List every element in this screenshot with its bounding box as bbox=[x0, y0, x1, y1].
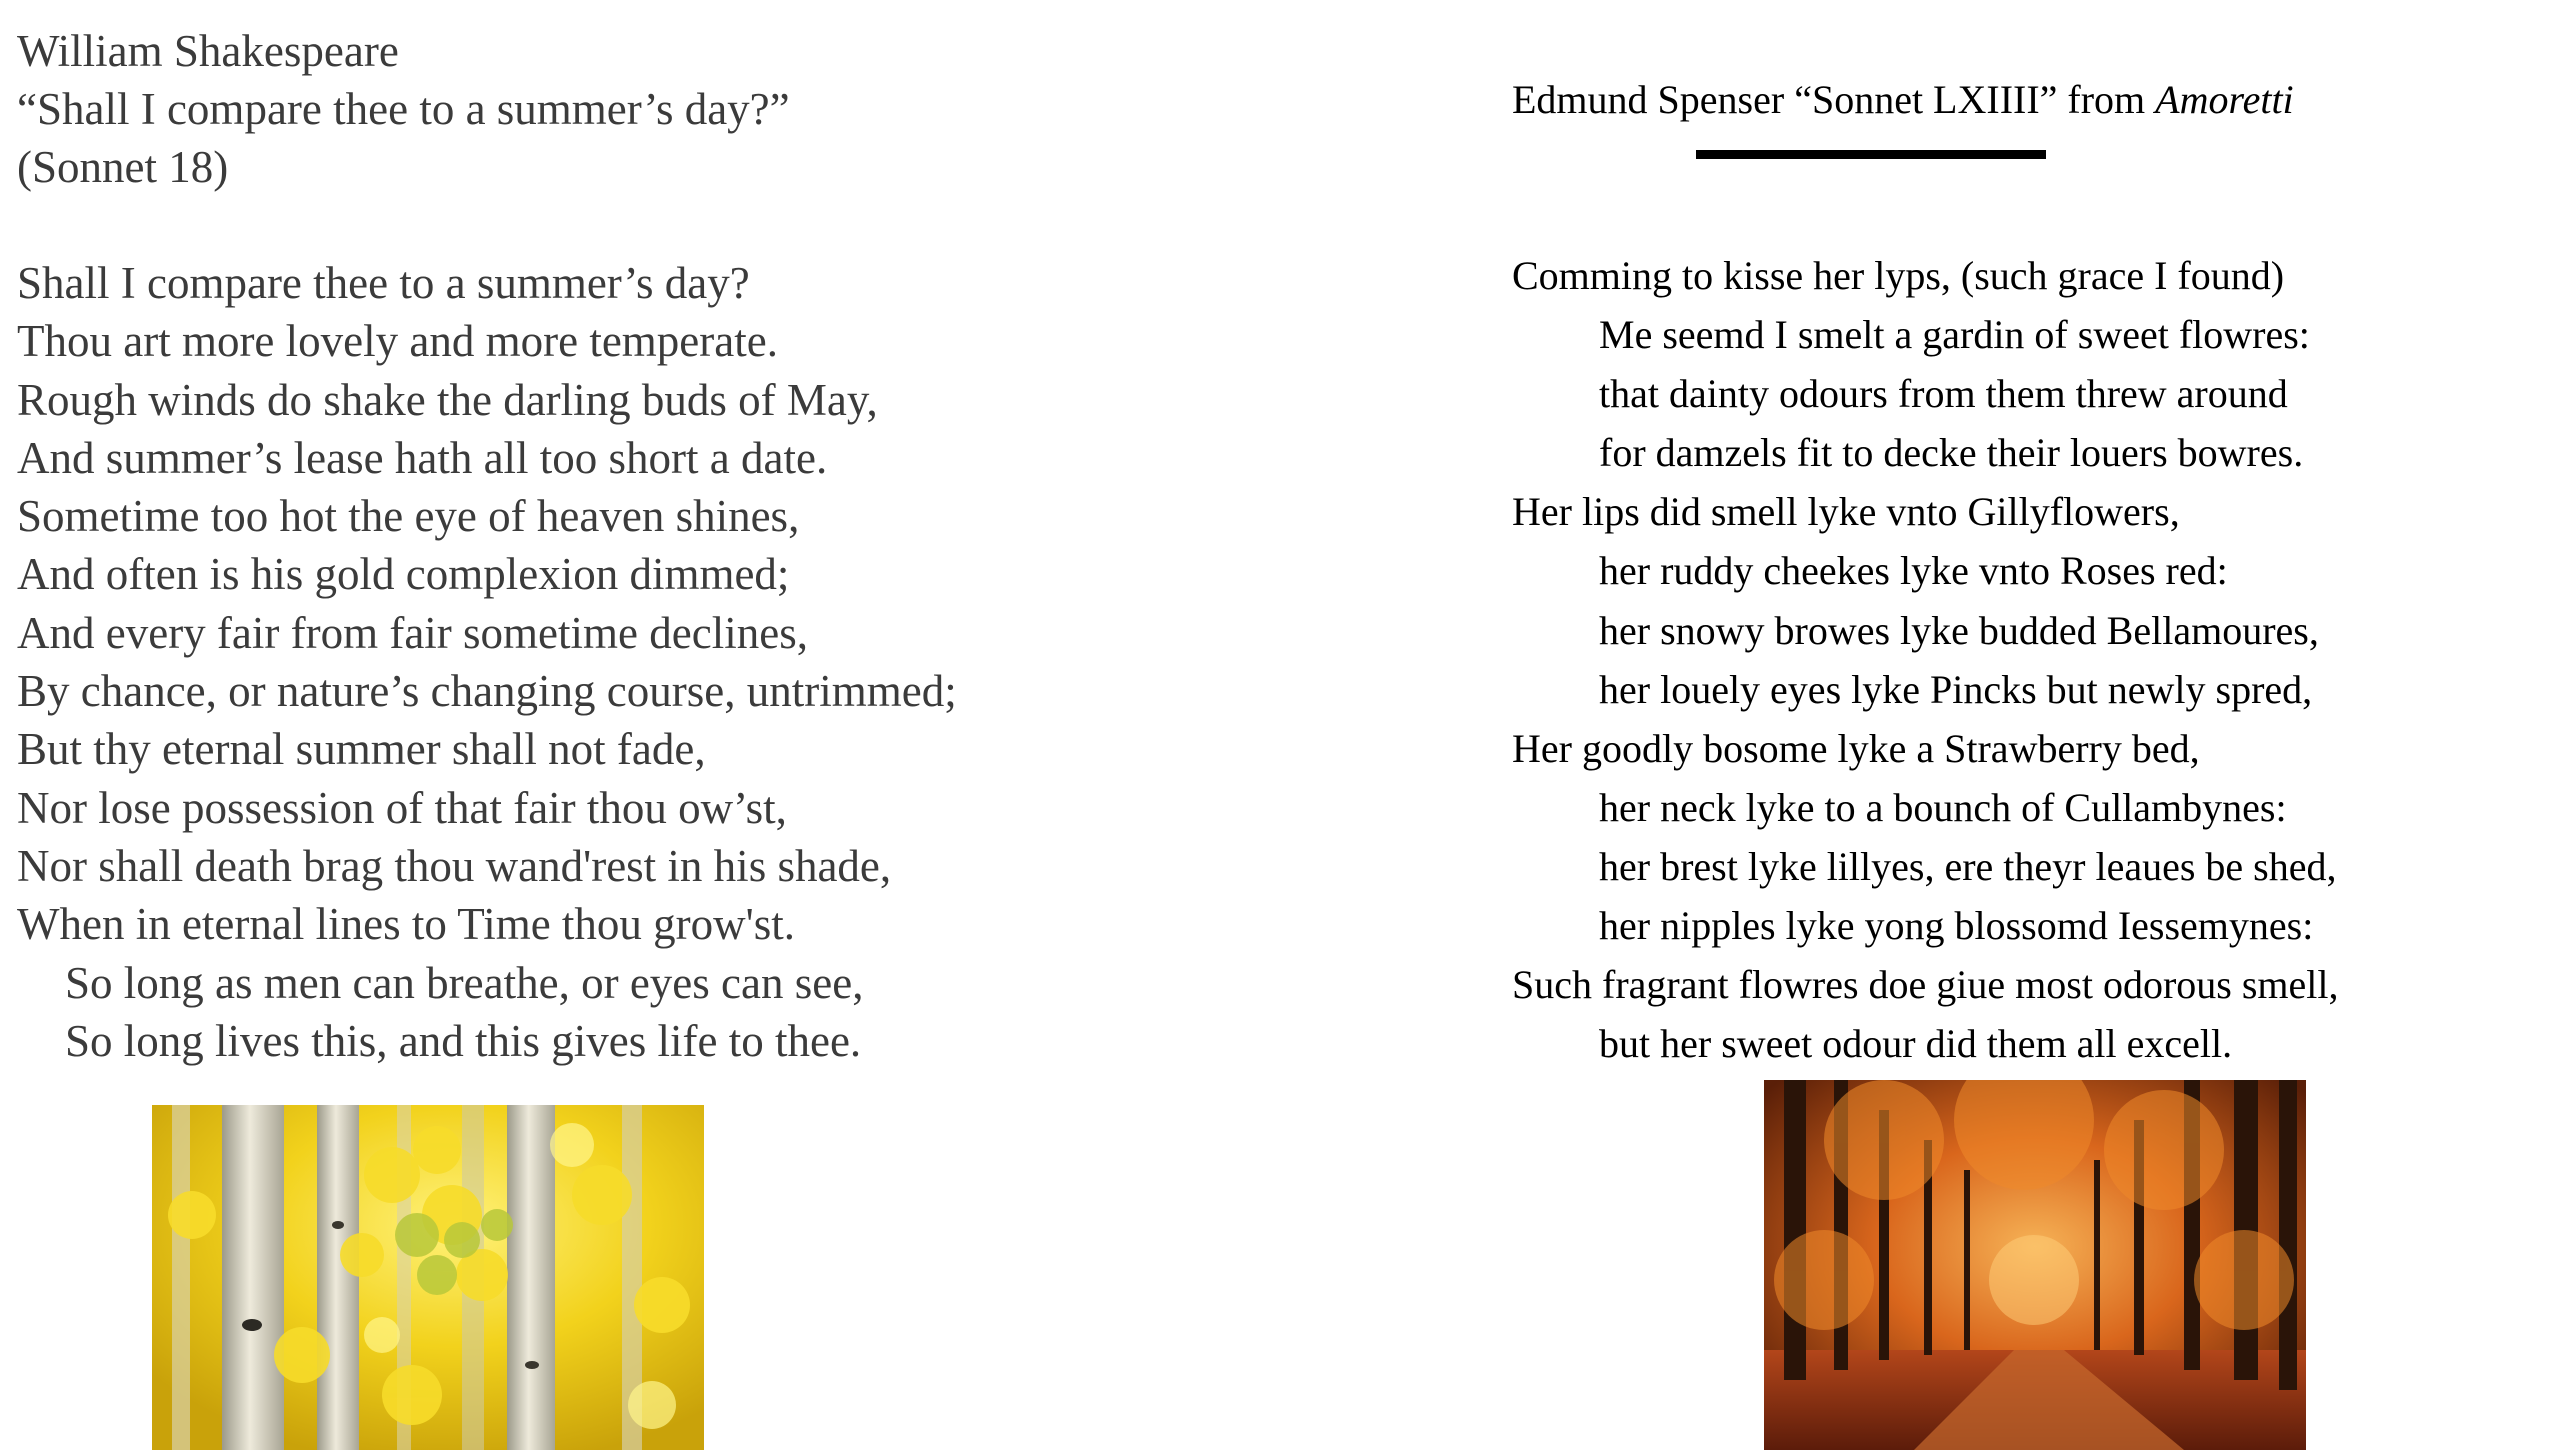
poem-line: Her lips did smell lyke vnto Gillyflowers, bbox=[1512, 489, 2180, 535]
spenser-title-work: Amoretti bbox=[2155, 77, 2294, 122]
poem-line: By chance, or nature’s changing course, untrimmed; bbox=[17, 666, 957, 717]
poem-line: Shall I compare thee to a summer’s day? bbox=[17, 258, 750, 308]
poem-line: her nipples lyke yong blossomd Iessemynes: bbox=[1599, 903, 2314, 949]
poem-line: But thy eternal summer shall not fade, bbox=[17, 724, 706, 775]
poem-line: her snowy browes lyke budded Bellamoures, bbox=[1599, 607, 2319, 653]
poem-line: Comming to kisse her lyps, (such grace I found) bbox=[1512, 253, 2285, 298]
poem-line: Her goodly bosome lyke a Strawberry bed, bbox=[1512, 725, 2200, 771]
poem-line: that dainty odours from them threw around bbox=[1599, 371, 2288, 417]
spenser-title-text: Edmund Spenser “Sonnet LXIIII” from bbox=[1512, 77, 2156, 122]
spenser-column bbox=[1512, 70, 2542, 1067]
poem-line: Nor lose possession of that fair thou ow’st, bbox=[17, 782, 787, 833]
poem-line: her brest lyke lillyes, ere theyr leaues be shed, bbox=[1599, 843, 2337, 889]
poem-line: her neck lyke to a bounch of Cullambynes: bbox=[1599, 784, 2287, 830]
author-name: William Shakespeare bbox=[17, 26, 399, 76]
forest-illustration bbox=[1764, 1080, 2306, 1450]
spenser-title bbox=[1512, 70, 2542, 130]
shakespeare-header bbox=[17, 22, 1317, 196]
poem-line: but her sweet odour did them all excell. bbox=[1599, 1021, 2233, 1067]
poem-title: “Shall I compare thee to a summer’s day?” bbox=[17, 84, 790, 134]
poem-line: When in eternal lines to Time thou grow'st. bbox=[17, 899, 796, 950]
shakespeare-column bbox=[17, 22, 1317, 1066]
aspen-illustration bbox=[152, 1105, 704, 1450]
poem-line: for damzels fit to decke their louers bowres. bbox=[1599, 430, 2304, 476]
poem-line: And summer’s lease hath all too short a date. bbox=[17, 432, 828, 483]
poem-line: Nor shall death brag thou wand'rest in his shade, bbox=[17, 840, 892, 891]
poem-line: Me seemd I smelt a gardin of sweet flowres: bbox=[1599, 312, 2310, 358]
poem-line: Sometime too hot the eye of heaven shines, bbox=[17, 491, 800, 542]
poem-subtitle: (Sonnet 18) bbox=[17, 142, 229, 192]
poem-line: And every fair from fair sometime declines, bbox=[17, 607, 808, 658]
poem-line: Rough winds do shake the darling buds of May, bbox=[17, 374, 878, 425]
spenser-poem bbox=[1512, 246, 2339, 1073]
couplet-line: So long lives this, and this gives life to thee. bbox=[65, 1015, 862, 1066]
couplet-line: So long as men can breathe, or eyes can see, bbox=[65, 957, 864, 1008]
shakespeare-poem bbox=[17, 254, 957, 1070]
poem-line: Thou art more lovely and more temperate. bbox=[17, 316, 778, 367]
autumn-forest-image bbox=[1764, 1080, 2306, 1450]
aspen-leaves-image bbox=[152, 1105, 704, 1450]
poem-line: Such fragrant flowres doe giue most odorous smell, bbox=[1512, 962, 2339, 1008]
poem-line: her ruddy cheekes lyke vnto Roses red: bbox=[1599, 548, 2228, 594]
poem-line: her louely eyes lyke Pincks but newly spred, bbox=[1599, 666, 2313, 712]
poem-line: And often is his gold complexion dimmed; bbox=[17, 549, 790, 600]
title-underline bbox=[1696, 150, 2046, 159]
